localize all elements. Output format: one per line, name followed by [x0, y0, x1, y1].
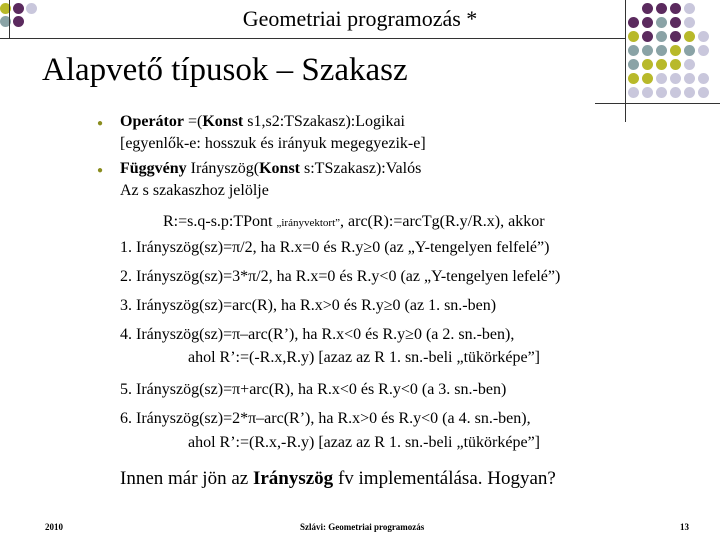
- case-5: 5. Irányszög(sz)=π+arc(R), ha R.x<0 és R.y<0 (a 3. sn.-ben): [120, 381, 507, 398]
- function-signature: s:TSzakasz):Valós: [300, 160, 422, 177]
- function-name: Irányszög(: [186, 160, 260, 177]
- operator-text: =(: [183, 113, 203, 130]
- closing-end: fv implementálása. Hogyan?: [333, 468, 556, 489]
- closing-start: Innen már jön az: [120, 468, 253, 489]
- bullet-icon: ●: [97, 165, 104, 176]
- case-2: 2. Irányszög(sz)=3*π/2, ha R.x=0 és R.y<0 (az „Y-tengelyen lefelé”): [120, 268, 561, 285]
- operator-description: [egyenlők-e: hosszuk és irányuk megegyezik-e]: [120, 135, 426, 152]
- header-title: Geometriai programozás *: [242, 6, 478, 31]
- footer-author: Szlávi: Geometriai programozás: [300, 522, 425, 532]
- bullet-icon: ●: [97, 118, 104, 129]
- case-6: 6. Irányszög(sz)=2*π–arc(R’), ha R.x>0 és R.y<0 (a 4. sn.-ben),: [120, 410, 531, 427]
- case-4-note: ahol R’:=(-R.x,R.y) [azaz az R 1. sn.-beli „tükörképe”]: [188, 349, 541, 366]
- case-4: 4. Irányszög(sz)=π–arc(R’), ha R.x<0 és R.y≥0 (a 2. sn.-ben),: [120, 326, 515, 343]
- closing-keyword: Irányszög: [252, 468, 334, 489]
- r-definition-end: , arc(R):=arcTg(R.y/R.x), akkor: [340, 213, 545, 230]
- case-6-note: ahol R’:=(R.x,-R.y) [azaz az R 1. sn.-beli „tükörképe”]: [188, 434, 541, 451]
- konst-keyword: Konst: [202, 113, 244, 130]
- slide-title: Alapvető típusok – Szakasz: [42, 52, 408, 88]
- divider-header: [0, 38, 625, 39]
- function-description: Az s szakaszhoz jelölje: [120, 182, 269, 199]
- operator-line: [120, 113, 405, 131]
- closing-text: [120, 468, 556, 490]
- konst-keyword: Konst: [259, 160, 300, 177]
- function-keyword: Függvény: [120, 160, 187, 177]
- r-definition-note: „irányvektort”: [276, 217, 341, 229]
- operator-keyword: Operátor: [120, 113, 184, 130]
- footer-page-number: 13: [680, 522, 689, 532]
- divider-right-horizontal: [595, 103, 720, 104]
- footer-year: 2010: [45, 522, 63, 532]
- function-line: [120, 160, 421, 178]
- case-1: 1. Irányszög(sz)=π/2, ha R.x=0 és R.y≥0 (az „Y-tengelyen felfelé”): [120, 239, 550, 256]
- operator-signature: s1,s2:TSzakasz):Logikai: [243, 113, 405, 130]
- r-definition: [163, 213, 545, 231]
- r-definition-start: R:=s.q-s.p:TPont: [163, 213, 277, 230]
- case-3: 3. Irányszög(sz)=arc(R), ha R.x>0 és R.y≥0 (az 1. sn.-ben): [120, 297, 497, 314]
